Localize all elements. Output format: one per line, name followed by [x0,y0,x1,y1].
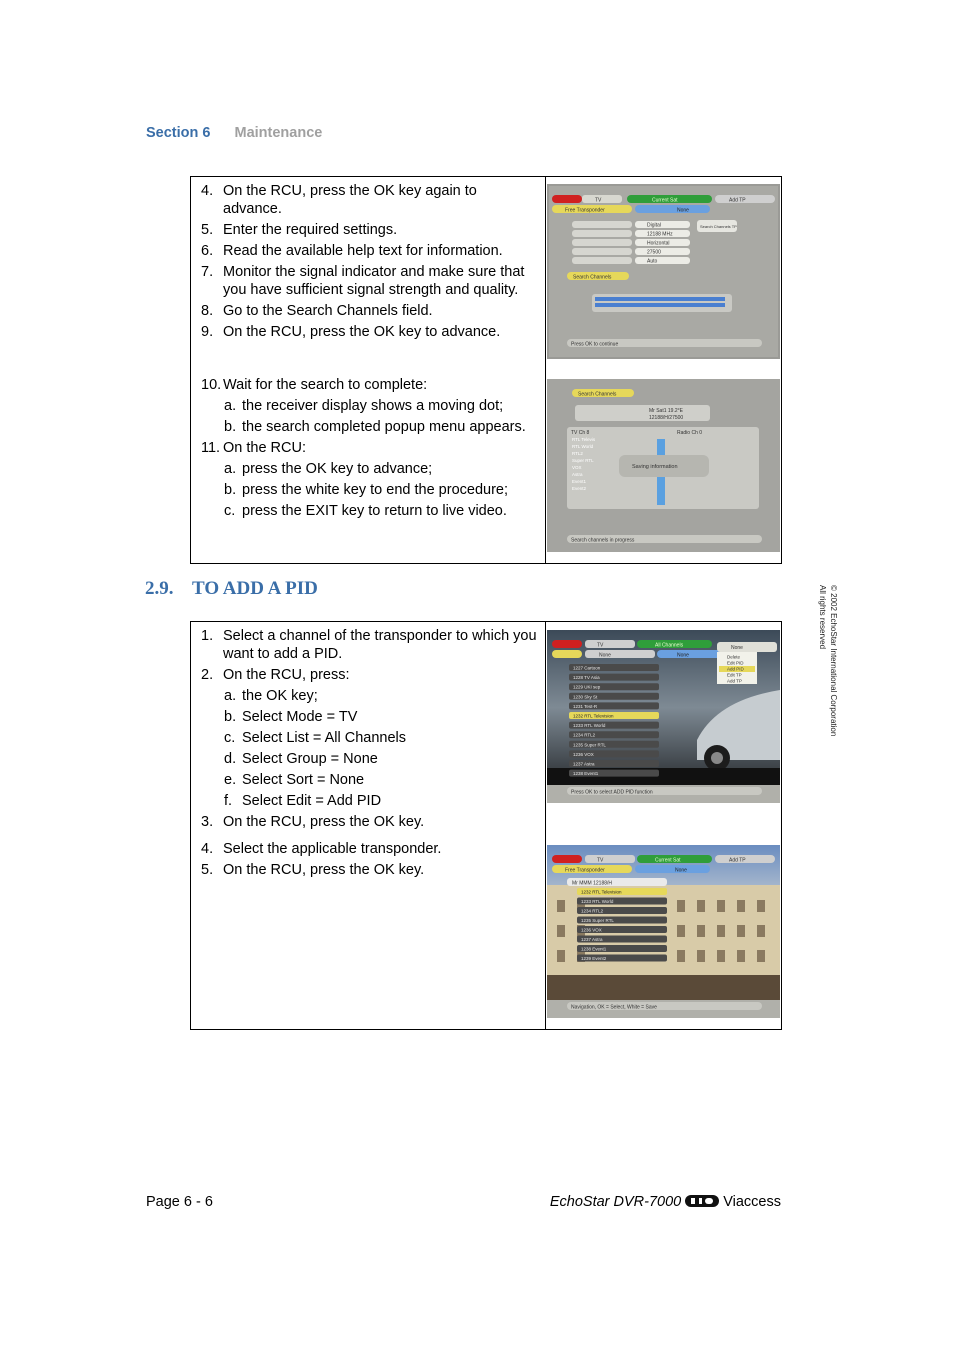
step-number: 10. [201,377,222,393]
copyright-line: © 2002 EchoStar International Corporation [829,585,838,737]
menu-item: Add TP [727,678,742,684]
step-text: the receiver display shows a moving dot; [242,398,504,414]
tab-label: TV [597,642,604,649]
step-number: b. [224,419,237,435]
field-value: 12188 MHz [647,231,673,238]
section-heading-title: TO ADD A PID [192,578,318,599]
procedure-table-2 [190,621,782,1030]
tab-label: Add TP [729,857,746,864]
search-button-label: Search Channels [573,274,612,281]
step-item [201,323,536,341]
step-number: 5. [201,862,214,878]
step-item [201,302,536,320]
step-item [201,439,536,457]
step-text: Select List = All Channels [242,730,407,746]
section-heading [145,578,318,600]
tab-label: TV [597,857,604,864]
step-list [201,376,536,523]
step-number: a. [224,688,237,704]
step-item [201,460,536,478]
copyright-line: All rights reserved [818,585,827,650]
field-value-bar [635,257,690,264]
status-text: Search channels in progress [571,537,635,544]
transponder-header: Mr MMM 12188/H [572,880,613,887]
channel-name: Astra [572,472,583,477]
channel-name: 1236 VOX [573,751,594,757]
field-label-bar [572,230,632,237]
transponder-name: 1236 VOX [581,927,602,933]
step-item [201,182,536,218]
transponder-name: 1239 Event2 [581,956,607,961]
running-header [146,125,322,141]
step-item [201,861,541,879]
step-number: 9. [201,324,214,340]
copyright-notice [808,585,838,770]
channel-name: 1230 Sky St [573,694,598,700]
step-item [201,840,541,858]
step-text: On the RCU, press the OK key again to advance. [223,183,477,217]
step-number: b. [224,482,237,498]
step-text: On the RCU, press the OK key to advance. [223,324,501,340]
channel-name: RTL Televis [572,437,596,442]
transponder-name: 1232 RTL Television [581,889,622,895]
side-label: Search Channels TP [700,224,737,229]
step-text: Select Group = None [242,751,378,767]
transponder-name: 1238 Event1 [581,946,607,952]
step-item [201,729,541,747]
menu-item: Edit PID [727,660,744,666]
step-text: Select a channel of the transponder to which you [223,628,537,644]
screenshot-search-progress [547,379,780,552]
step-item [201,708,541,726]
step-item [201,397,536,415]
transponder-name: 1234 RTL2 [581,908,604,914]
step-number: 11. [201,440,221,456]
column-divider [545,622,546,1029]
field-value-bar [635,248,690,255]
step-text: Monitor the signal indicator and make sure that [223,264,525,280]
step-number: c. [224,503,236,519]
channel-name: 1234 RTL2 [573,732,596,738]
channel-name: 1231 Test-R [573,703,598,709]
step-text: Go to the Search Channels field. [223,303,433,319]
step-item [201,481,536,499]
satellite-value: Mr Sat1 19.2°E [649,408,683,414]
field-value: 27500 [647,249,661,256]
step-number: 3. [201,814,214,830]
page-number: Page 6 - 6 [146,1194,213,1210]
step-number: d. [224,751,237,767]
tab-label: None [677,207,689,214]
tab-label: None [599,652,611,659]
channel-name: 1235 Super RTL [573,742,606,748]
tab-label: TV [595,197,602,204]
popup-text: Saving information [632,464,678,470]
transponder-name: 1235 Super RTL [581,918,614,923]
channel-name: 1237 Astra [573,761,595,767]
step-number: 7. [201,264,214,280]
step-item [201,813,541,831]
field-value: Horizontal [647,240,670,247]
step-text: Select Edit = Add PID [242,793,382,809]
transponder-value: 12188/H/27500 [649,415,684,421]
channel-name: 1228 TV Asia [573,675,600,681]
step-text: the search completed popup menu appears. [242,419,526,435]
menu-item: Delete [727,654,741,660]
hd-logo-icon [685,1194,719,1212]
step-text: On the RCU, press the OK key. [223,814,425,830]
step-text: press the EXIT key to return to live video. [242,503,507,519]
step-item [201,750,541,768]
product-name: EchoStar DVR-7000 [549,1194,682,1210]
tab-label: Free Transponder [565,867,605,874]
step-text: On the RCU, press the OK key. [223,862,425,878]
product-footer [550,1194,781,1212]
step-text: Select Mode = TV [242,709,358,725]
tab-label: Free Transponder [565,207,605,214]
step-text: Wait for the search to complete: [223,377,428,393]
field-label-bar [572,221,632,228]
step-item [201,792,541,810]
field-value: Digital [647,222,661,229]
channel-name: Super RTL [572,458,594,463]
step-number: 6. [201,243,214,259]
step-item [201,221,536,239]
step-number: 1. [201,628,214,644]
step-item [201,418,536,436]
step-number: f. [224,793,233,809]
step-number: e. [224,772,237,788]
step-list [201,182,536,344]
channel-name: 1238 Event1 [573,771,599,777]
step-text: press the white key to end the procedure; [242,482,508,498]
step-item [201,666,541,684]
search-button-label: Search Channels [578,391,617,398]
field-value: Auto [647,258,658,265]
step-text: Read the available help text for information. [223,243,503,259]
step-item [201,242,536,260]
status-text: Navigation, OK = Select, White = Save [571,1004,657,1011]
step-text: you have sufficient signal strength and quality. [223,282,519,298]
step-number: 2. [201,667,214,683]
screenshot-add-pid-menu [547,630,780,803]
field-label-bar [572,257,632,264]
channel-name: 1233 RTL World [573,723,606,729]
tab-label: Current Sat [655,857,681,864]
step-number: b. [224,709,237,725]
step-text: Select Sort = None [242,772,365,788]
section-number: 2.9. [145,578,174,599]
transponder-name: 1237 Astra [581,937,603,942]
step-text: press the OK key to advance; [242,461,433,477]
step-item [201,376,536,394]
column-divider [545,177,546,563]
field-label-bar [572,248,632,255]
step-text: the OK key; [242,688,318,704]
channel-name: 1232 RTL Television [573,713,614,719]
step-number: 5. [201,222,214,238]
section-label: Section 6 [146,125,211,141]
step-text: On the RCU, press: [223,667,350,683]
step-item [201,687,541,705]
tab-label: None [731,645,743,651]
step-number: 8. [201,303,214,319]
step-number: a. [224,461,237,477]
tab-label: Add TP [729,197,746,204]
step-text: want to add a PID. [223,646,343,662]
brand-name: Viaccess [723,1194,781,1210]
channel-name: Event1 [572,479,587,484]
step-item [201,627,541,663]
step-number: 4. [201,841,214,857]
step-number: c. [224,730,236,746]
field-value-bar [635,221,690,228]
channel-name: RTL2 [572,451,583,456]
step-item [201,502,536,520]
screenshot-select-transponder [547,845,780,1018]
step-list [201,840,541,882]
channel-name: VOX [572,465,582,470]
step-item [201,263,536,299]
tab-label: None [675,867,687,874]
step-text: On the RCU: [223,440,306,456]
procedure-table-1 [190,176,782,564]
field-label-bar [572,239,632,246]
step-number: a. [224,398,237,414]
screenshot-search-settings [547,184,780,359]
menu-item: Edit TP [727,672,742,678]
channel-name: 1229 UKI sep [573,684,601,690]
status-text: Press OK to select ADD PID function [571,789,653,796]
tab-label: All Channels [655,642,684,649]
status-text: Press OK to continue [571,341,619,348]
tab-label: None [677,652,689,659]
channel-name: Event2 [572,486,587,491]
step-item [201,771,541,789]
step-text: Enter the required settings. [223,222,398,238]
step-text: Select the applicable transponder. [223,841,442,857]
radio-count: Radio Ch 0 [677,430,703,436]
tv-count: TV Ch 8 [571,430,590,436]
section-title: Maintenance [234,125,323,141]
channel-name: 1227 Cartoon [573,665,601,671]
menu-item: Add PID [727,666,744,672]
transponder-name: 1233 RTL World [581,899,614,904]
channel-name: RTL World [572,444,594,449]
step-number: 4. [201,183,214,199]
step-list [201,627,541,834]
tab-label: Current Sat [652,197,678,204]
